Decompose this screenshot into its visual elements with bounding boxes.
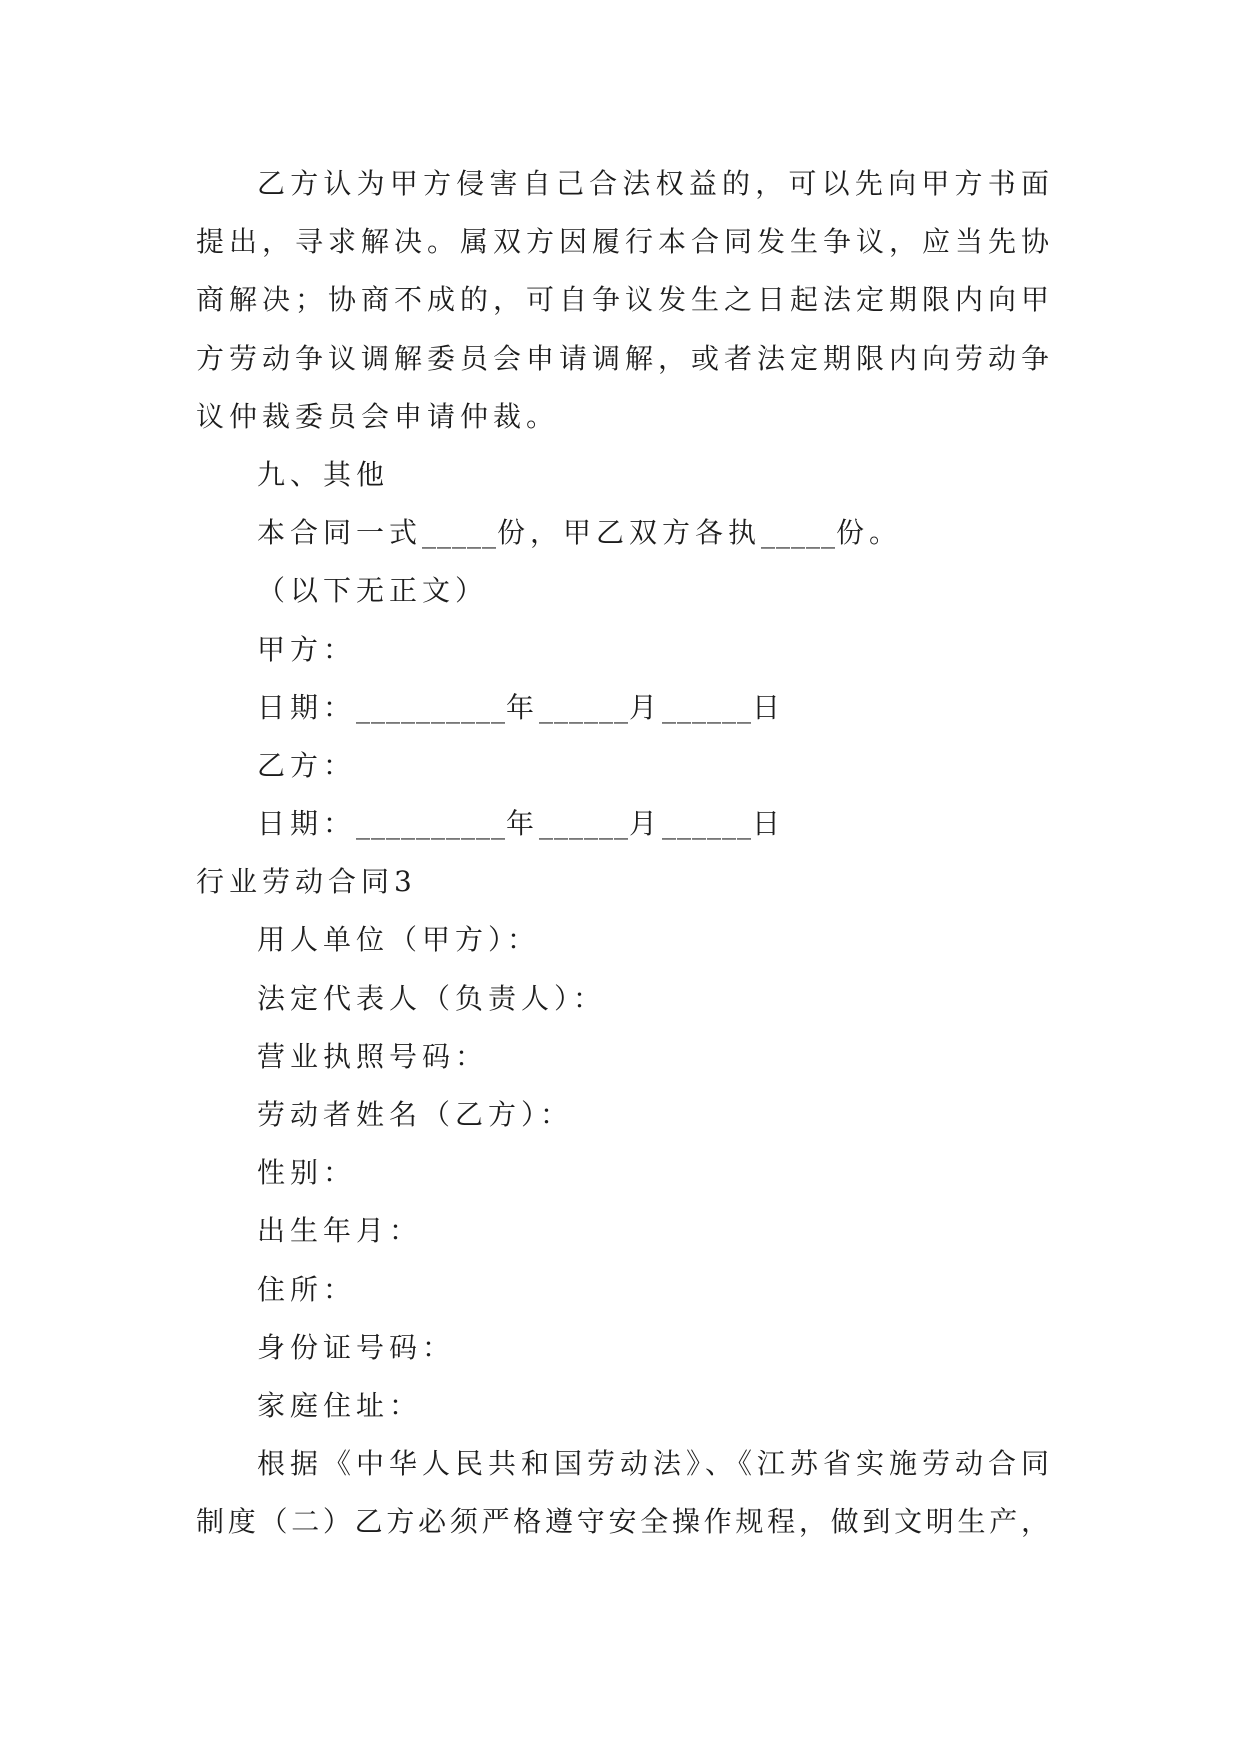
blank-field: _____ [761,516,837,550]
field-birth-date: 出生年月： [257,1214,423,1248]
party-b-date-line: 日期：__________年______月______日 [257,807,786,841]
preamble-line: 制度（二）乙方必须严格遵守安全操作规程，做到文明生产， [196,1505,1051,1539]
field-business-license: 营业执照号码： [257,1039,489,1073]
field-worker-name: 劳动者姓名（乙方）： [257,1098,574,1131]
section-heading: 九、其他 [257,457,390,491]
contract-title: 行业劳动合同3 [196,865,417,899]
dispute-paragraph-line: 方劳动争议调解委员会申请调解，或者法定期限内向劳动争 [196,341,1051,375]
preamble-line: 根据《中华人民共和国劳动法》、《江苏省实施劳动合同 [257,1447,1051,1481]
blank-field: ______ [539,807,630,841]
blank-field: ______ [662,690,753,724]
dispute-paragraph-line: 提出，寻求解决。属双方因履行本合同发生争议，应当先协 [196,225,1051,259]
blank-field: __________ [356,807,507,841]
copies-clause: 本合同一式_____份，甲乙双方各执_____份。 [257,516,903,550]
dispute-paragraph-line: 乙方认为甲方侵害自己合法权益的，可以先向甲方书面 [257,167,1051,200]
blank-field: __________ [356,690,507,724]
end-note: （以下无正文） [257,574,489,608]
party-a-signature-label: 甲方： [257,632,357,666]
blank-field: ______ [662,807,753,841]
field-home-address: 家庭住址： [257,1388,423,1422]
field-id-number: 身份证号码： [257,1330,456,1364]
party-b-signature-label: 乙方： [257,748,357,782]
blank-field: ______ [539,690,630,724]
field-residence: 住所： [257,1272,357,1306]
blank-field: _____ [422,516,498,550]
document-body [196,155,1051,1552]
dispute-paragraph-line: 议仲裁委员会申请仲裁。 [196,399,560,433]
dispute-paragraph-line: 商解决；协商不成的，可自争议发生之日起法定期限内向甲 [196,283,1051,317]
field-legal-representative: 法定代表人（负责人）： [257,981,607,1015]
field-employer: 用人单位（甲方）： [257,923,541,957]
field-gender: 性别： [257,1156,357,1190]
party-a-date-line: 日期：__________年______月______日 [257,690,786,724]
